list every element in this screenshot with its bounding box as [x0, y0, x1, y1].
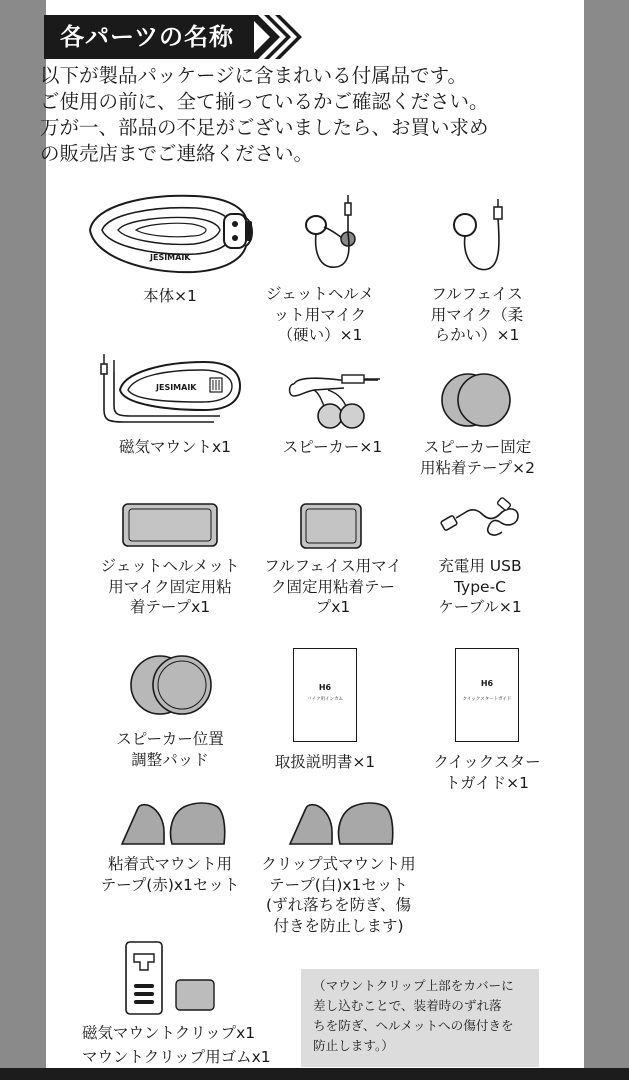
caption-quick-guide: クイックスター トガイド×1 [433, 753, 541, 792]
adhesive-mount-tape-illustration [120, 802, 228, 846]
mount-clip-illustration [124, 940, 220, 1016]
jet-mic-tape-illustration [122, 503, 218, 547]
caption-jet-mic-tape: ジェットヘルメット 用マイク固定用粘 着テープx1 [100, 557, 240, 616]
caption-fullface-mic: フルフェイス 用マイク（柔 らかい）×1 [430, 285, 524, 344]
section-title: 各パーツの名称 [60, 23, 235, 51]
intro-line: ご使用の前に、全て揃っているかご確認ください。 [40, 90, 489, 113]
quick-guide-booklet [455, 648, 519, 742]
brand-logo: JESIMAIK [156, 383, 197, 392]
caption-manual: 取扱説明書×1 [274, 753, 376, 771]
magnetic-mount-illustration [94, 350, 246, 432]
brand-logo: JESIMAIK [150, 253, 191, 262]
jet-mic-illustration [300, 193, 370, 273]
fullface-mic-tape-illustration [300, 503, 362, 549]
manual-model: H6 [318, 683, 332, 692]
mount-clip-note: （マウントクリップ上部をカバーに 差し込むことで、装着時のずれ落 ちを防ぎ、ヘルメットへの傷付きを 防止します。） [301, 969, 539, 1067]
caption-speaker-tape: スピーカー固定 用粘着テープ×2 [419, 438, 536, 477]
intro-line: 万が一、部品の不足がございましたら、お買い求め [40, 116, 489, 139]
speaker-tape-illustration [440, 372, 514, 428]
manual-booklet [293, 648, 357, 742]
clip-mount-tape-illustration [288, 802, 396, 846]
caption-main-unit: 本体×1 [143, 287, 197, 305]
caption-speaker: スピーカー×1 [282, 438, 383, 456]
caption-clip-mount-tape: クリップ式マウント用 テープ(白)x1セット (ずれ落ちを防ぎ、傷 付きを防止します) [261, 855, 416, 935]
title-stripes-decoration [248, 15, 308, 59]
intro-line: の販売店までご連絡ください。 [40, 142, 314, 165]
guide-subtitle: クイックスタートガイド [462, 697, 512, 702]
main-unit-illustration [84, 188, 260, 278]
caption-mount-clip: 磁気マウントクリップx1 マウントクリップ用ゴムx1 [82, 1024, 271, 1066]
fullface-mic-illustration [448, 195, 518, 275]
intro-text [40, 63, 540, 167]
intro-line: 以下が製品パッケージに含まれいる付属品です。 [40, 64, 468, 87]
manual-subtitle: バイク用インカム [307, 697, 343, 702]
usb-cable-illustration [438, 496, 522, 542]
caption-usb-cable: 充電用 USB Type-C ケーブル×1 [438, 557, 522, 616]
caption-fullface-mic-tape: フルフェイス用マイ ク固定用粘着テー プx1 [264, 557, 402, 616]
caption-magnetic-mount: 磁気マウントx1 [118, 438, 232, 456]
bottom-bar [0, 1068, 629, 1080]
caption-jet-mic: ジェットヘルメ ット用マイク （硬い）×1 [266, 285, 374, 344]
caption-adhesive-mount-tape: 粘着式マウント用 テープ(赤)x1セット [100, 855, 240, 894]
guide-model: H6 [480, 679, 494, 688]
caption-speaker-pad: スピーカー位置 調整パッド [116, 730, 224, 769]
speaker-illustration [284, 372, 384, 430]
speaker-pad-illustration [128, 654, 216, 716]
